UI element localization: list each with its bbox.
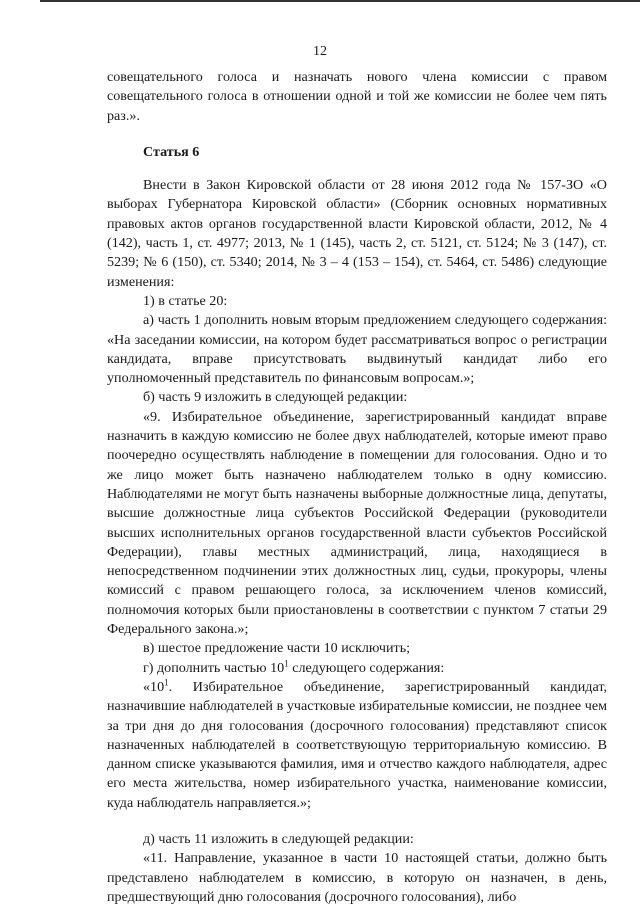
quote-10-text: . Избирательное объединение, зарегистрированный кандидат, назначившие наблюдателей в участковые избирательные комиссии, не позднее чем за три дня до дня голосования (досрочного голосования) представляют список назначенных наблюдателей в соответствующую территориальную комиссию. В данном списке указываются фамилия, имя и отчество каждого наблюдателя, адрес его места жительства, номер избирательного участка, наименование комиссии, куда наблюдатель направляется.»; [107,678,607,811]
item-1: 1) в статье 20: [143,292,228,309]
article-heading: Статья 6 [143,143,200,160]
quote-part-11: «11. Направление, указанное в части 10 настоящей статьи, должно быть представлено наблюдателем в комиссию, в которую он назначен, в день, предшествующий дню голосования (досрочного голосования), либо [107,850,607,905]
item-g-superscript: 1 [284,657,289,668]
quote-10-superscript: 1 [164,677,169,688]
item-g [107,659,607,678]
document-body [107,68,607,907]
main-paragraph: Внести в Закон Кировской области от 28 июня 2012 года № 157-ЗО «О выборах Губернатора Кировской области» (Сборник основных нормативных правовых актов органов государственной власти Кировской области, 2012, № 4 (142), часть 1, ст. 4977; 2013, № 1 (145), часть 2, ст. 5121, ст. 5124; № 3 (147), ст. 5239; № 6 (150), ст. 5340; 2014, № 3 – 4 (153 – 154), ст. 5464, ст. 5486) следующие изменения: [107,177,607,290]
item-d: д) часть 11 изложить в следующей редакции: [143,830,414,847]
item-g-text-end: следующего содержания: [288,659,445,676]
item-g-text: г) дополнить частью 10 [143,659,285,676]
page-number: 12 [313,44,327,59]
quote-10-number: «10 [143,678,165,695]
item-b: б) часть 9 изложить в следующей редакции: [143,389,408,406]
item-v: в) шестое предложение части 10 исключить; [143,640,411,657]
quote-part-10-1 [107,678,607,813]
top-rule [40,0,640,2]
intro-paragraph: совещательного голоса и назначать нового члена комиссии с правом совещательного голоса в отношении одной и той же комиссии не более чем пять раз.». [107,69,607,124]
item-a: а) часть 1 дополнить новым вторым предложением следующего содержания: «На заседании комиссии, на котором будет рассматриваться вопрос о регистрации кандидата, вправе присутствовать выдвинутый кандидат либо его уполномоченный представитель по финансовым вопросам.»; [107,312,607,387]
quote-part-9: «9. Избирательное объединение, зарегистрированный кандидат вправе назначить в каждую комиссию не более двух наблюдателей, которые имеют право поочередно осуществлять наблюдение в помещении для голосования. Одно и то же лицо может быть назначено наблюдателем только в одну комиссию. Наблюдателями не могут быть назначены выборные должностные лица, депутаты, высшие должностные лица субъектов Российской Федерации (руководители высших исполнительных органов государственной власти субъектов Российской Федерации), главы местных администраций, лица, находящиеся в непосредственном подчинении этих должностных лиц, судьи, прокуроры, члены комиссий с правом решающего голоса, за исключением членов комиссий, полномочия которых были приостановлены в соответствии с пунктом 7 статьи 29 Федерального закона.»; [107,408,607,638]
